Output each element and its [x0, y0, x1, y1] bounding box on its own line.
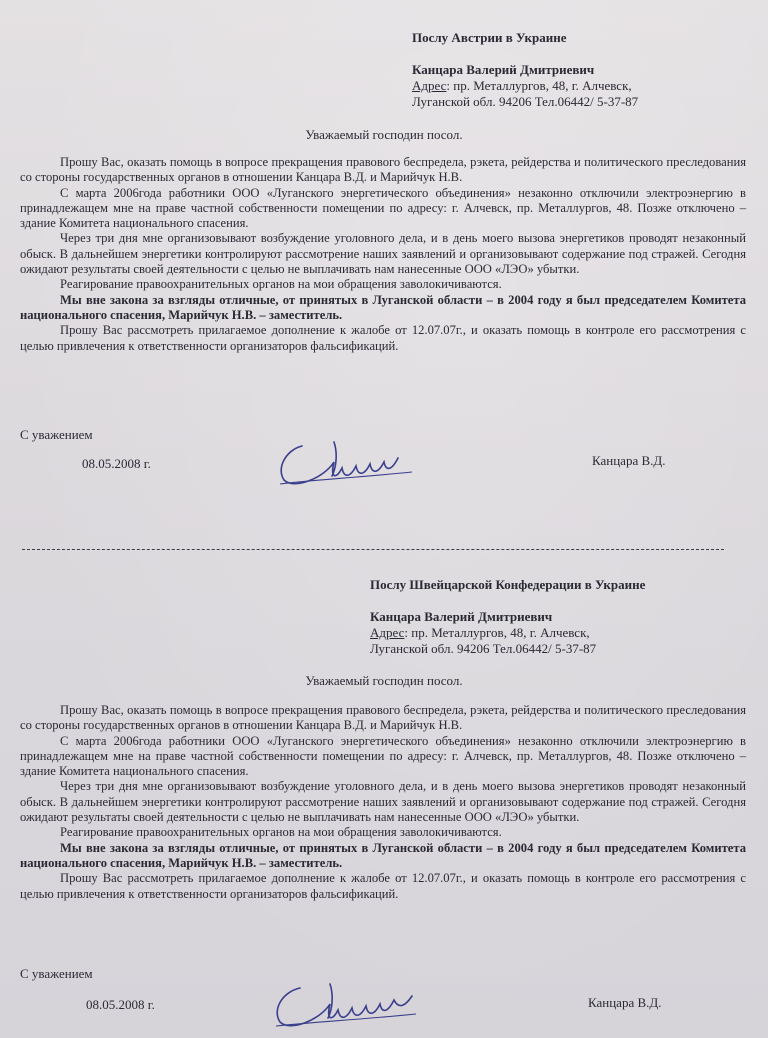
- paragraph: Прошу Вас, оказать помощь в вопросе прекращения правового беспредела, рэкета, рейдерства и политического преследования со стороны государственных органов в отношении Канцара В.Д. и Марийчук Н.В.: [20, 155, 746, 185]
- handwritten-signature: [272, 428, 422, 490]
- letter-body: [20, 155, 746, 354]
- paragraph: Прошу Вас рассмотреть прилагаемое дополнение к жалобе от 12.07.07г., и оказать помощь в контроле его рассмотрения с целью привлечения к ответственности организаторов фальсификаций.: [20, 323, 746, 353]
- recipient-title: Послу Швейцарской Конфедерации в Украине: [370, 577, 646, 592]
- paragraph: Прошу Вас, оказать помощь в вопросе прекращения правового беспредела, рэкета, рейдерства и политического преследования со стороны государственных органов в отношении Канцара В.Д. и Марийчук Н.В.: [20, 703, 746, 733]
- greeting: Уважаемый господин посол.: [305, 127, 463, 142]
- paragraph: Через три дня мне организовывают возбуждение уголовного дела, и в день моего вызова энергетиков проводят незаконный обыск. В дальнейшем энергетики контролируют рассмотрение наших заявлений и организовывают содержание под стражей. Сегодня ожидают результаты своей деятельности с целью не выплачивать нам нанесенные ООО «ЛЭО» убытки.: [20, 231, 746, 277]
- handwritten-signature: [266, 974, 426, 1034]
- sender-name: Канцара Валерий Дмитриевич: [370, 609, 553, 624]
- paragraph: Через три дня мне организовывают возбуждение уголовного дела, и в день моего вызова энергетиков проводят незаконный обыск. В дальнейшем энергетики контролируют рассмотрение наших заявлений и организовывают содержание под стражей. Сегодня ожидают результаты своей деятельности с целью не выплачивать нам нанесенные ООО «ЛЭО» убытки.: [20, 779, 746, 825]
- sender-address: [370, 625, 590, 641]
- paragraph-bold: Мы вне закона за взгляды отличные, от принятых в Луганской области – в 2004 году я был председателем Комитета национального спасения, Марийчук Н.В. – заместитель.: [20, 840, 746, 870]
- letter-body: [20, 703, 746, 902]
- sender-address: [412, 78, 632, 94]
- paragraph: Реагирование правоохранительных органов на мои обращения заволокичиваются.: [60, 825, 502, 840]
- paragraph: Прошу Вас рассмотреть прилагаемое дополнение к жалобе от 12.07.07г., и оказать помощь в контроле его рассмотрения с целью привлечения к ответственности организаторов фальсификаций.: [20, 871, 746, 901]
- signer-name: Канцара В.Д.: [592, 453, 666, 468]
- cut-line-divider: [22, 549, 724, 550]
- letter-date: 08.05.2008 г.: [82, 456, 151, 471]
- address-text: : пр. Металлургов, 48, г. Алчевск,: [404, 625, 590, 640]
- paragraph: С марта 2006года работники ООО «Луганского энергетического объединения» незаконно отключили электроэнергию в принадлежащем мне на праве частной собственности помещении по адресу: г. Алчевск, пр. Металлургов, 48. Позже отключено – здание Комитета национального спасения.: [20, 733, 746, 779]
- sender-name: Канцара Валерий Дмитриевич: [412, 62, 595, 77]
- sender-address-line2: Луганской обл. 94206 Тел.06442/ 5-37-87: [370, 641, 597, 656]
- address-label: Адрес: [370, 625, 405, 640]
- greeting: Уважаемый господин посол.: [305, 673, 463, 688]
- paragraph: С марта 2006года работники ООО «Луганского энергетического объединения» незаконно отключили электроэнергию в принадлежащем мне на праве частной собственности помещении по адресу: г. Алчевск, пр. Металлургов, 48. Позже отключено – здание Комитета национального спасения.: [20, 185, 746, 231]
- recipient-title: Послу Австрии в Украине: [412, 30, 567, 45]
- paragraph: Реагирование правоохранительных органов на мои обращения заволокичиваются.: [60, 277, 502, 292]
- closing: С уважением: [20, 427, 93, 442]
- signer-name: Канцара В.Д.: [588, 995, 662, 1010]
- closing: С уважением: [20, 966, 93, 981]
- sender-address-line2: Луганской обл. 94206 Тел.06442/ 5-37-87: [412, 94, 639, 109]
- letter-date: 08.05.2008 г.: [86, 997, 155, 1012]
- address-text: : пр. Металлургов, 48, г. Алчевск,: [446, 78, 632, 93]
- paragraph-bold: Мы вне закона за взгляды отличные, от принятых в Луганской области – в 2004 году я был председателем Комитета национального спасения, Марийчук Н.В. – заместитель.: [20, 292, 746, 322]
- address-label: Адрес: [412, 78, 447, 93]
